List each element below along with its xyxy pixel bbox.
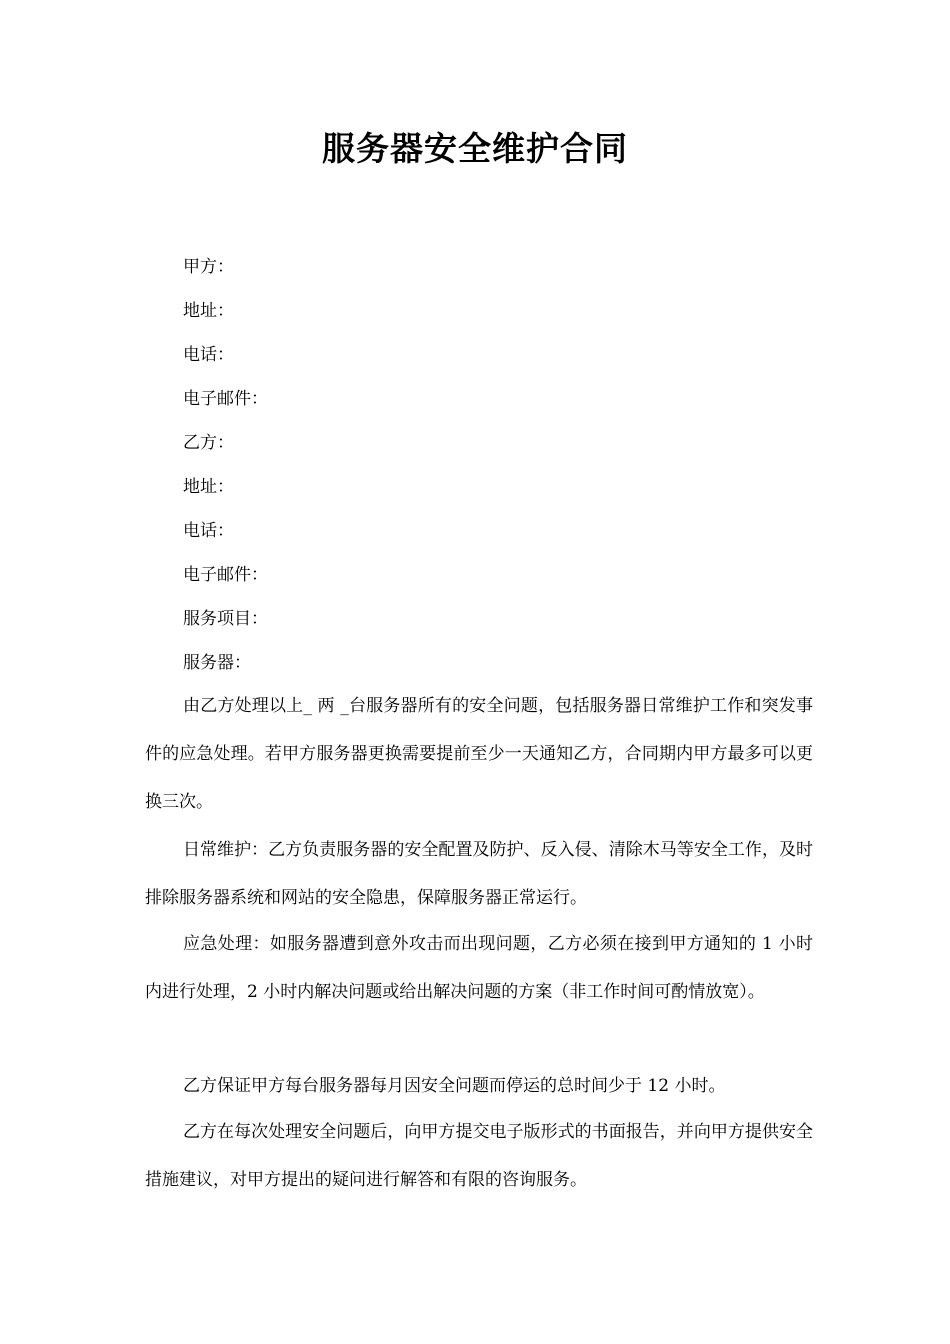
paragraph-reporting: 乙方在每次处理安全问题后，向甲方提交电子版形式的书面报告，并向甲方提供安全措施建议，对甲方提出的疑问进行解答和有限的咨询服务。 [145, 1122, 813, 1190]
paragraph-daily-maintenance: 日常维护：乙方负责服务器的安全配置及防护、反入侵、清除木马等安全工作，及时排除服务器系统和网站的安全隐患，保障服务器正常运行。 [145, 840, 813, 908]
paragraph-emergency: 应急处理：如服务器遭到意外攻击而出现问题，乙方必须在接到甲方通知的 1 小时内进行处理，2 小时内解决问题或给出解决问题的方案（非工作时间可酌情放宽）。 [145, 934, 813, 1002]
server-label: 服务器： [183, 653, 251, 673]
party-b-phone-label: 电话： [183, 521, 234, 541]
paragraph-uptime-guarantee: 乙方保证甲方每台服务器每月因安全问题而停运的总时间少于 12 小时。 [183, 1076, 726, 1096]
service-items-label: 服务项目： [183, 609, 268, 629]
paragraph-scope: 由乙方处理以上_ 两 _台服务器所有的安全问题，包括服务器日常维护工作和突发事件的应急处理。若甲方服务器更换需要提前至少一天通知乙方，合同期内甲方最多可以更换三次。 [145, 696, 813, 812]
party-b-address-label: 地址： [183, 477, 234, 497]
party-a-label: 甲方： [183, 257, 234, 277]
party-a-address-label: 地址： [183, 301, 234, 321]
page-title: 服务器安全维护合同 [322, 129, 628, 168]
party-b-label: 乙方： [183, 433, 234, 453]
party-a-email-label: 电子邮件： [183, 389, 268, 409]
party-b-email-label: 电子邮件： [183, 565, 268, 585]
party-a-phone-label: 电话： [183, 345, 234, 365]
